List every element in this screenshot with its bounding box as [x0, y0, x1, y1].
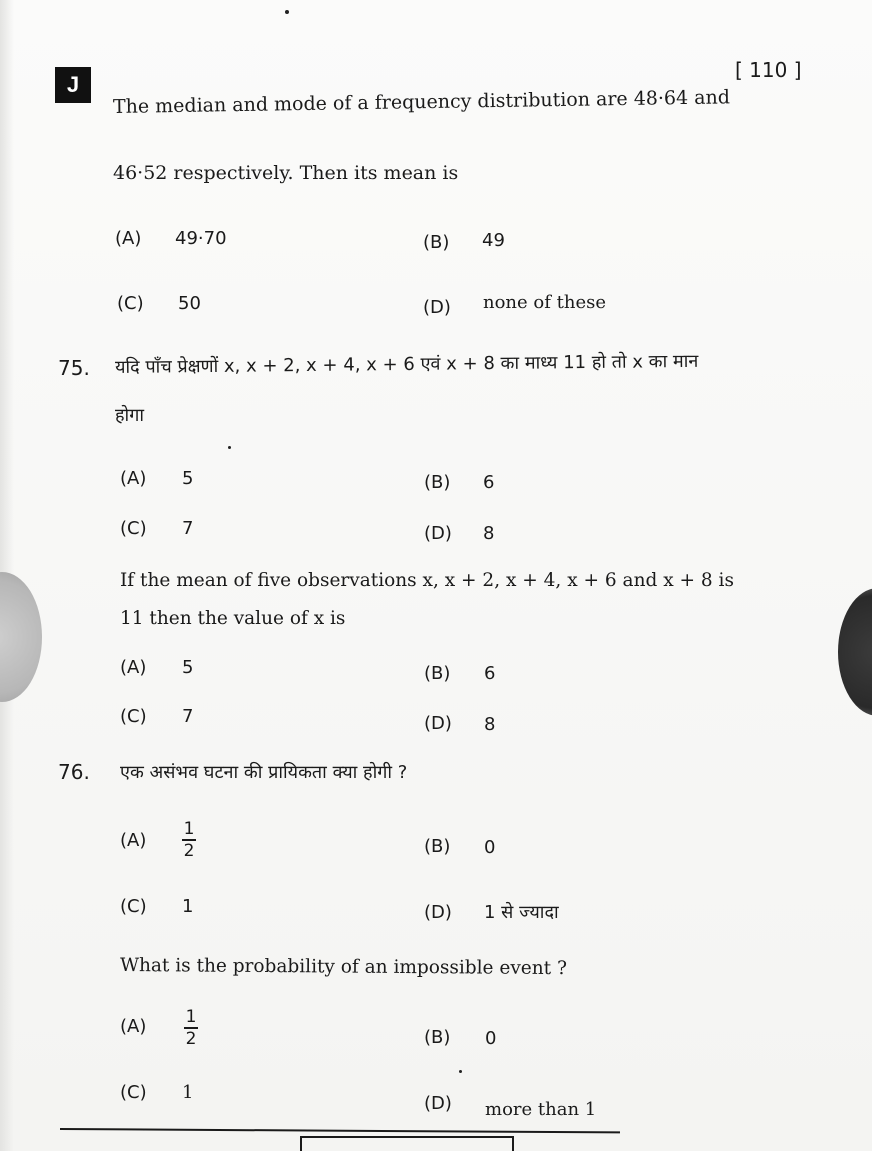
q75-hindi-option-a-value: 5	[182, 468, 194, 489]
q74-option-d-label: (D)	[423, 297, 451, 318]
q75-hindi-option-d-label: (D)	[424, 523, 452, 544]
q74-option-d-value: none of these	[483, 292, 606, 313]
fraction-denominator: 2	[183, 841, 195, 861]
q75-hindi-line1: यदि पाँच प्रेक्षणों x, x + 2, x + 4, x + 6 एवं x + 8 का माध्य 11 हो तो x का मान	[114, 350, 699, 378]
print-speck	[285, 10, 289, 14]
q76-hindi-option-c-value: 1	[182, 896, 194, 917]
q75-english-option-d-value: 8	[484, 714, 496, 735]
q75-hindi-option-b-value: 6	[483, 472, 495, 493]
q75-hindi-option-b-label: (B)	[424, 472, 451, 493]
q76-english-option-c-label: (C)	[120, 1082, 147, 1103]
q74-option-c-value: 50	[178, 293, 201, 314]
q76-hindi-option-b-label: (B)	[424, 836, 451, 857]
q76-hindi-option-c-label: (C)	[120, 896, 147, 917]
q76-english-option-b-label: (B)	[424, 1027, 451, 1048]
q75-english-option-d-label: (D)	[424, 713, 452, 734]
footer-code-box	[300, 1136, 514, 1151]
q76-english-option-d-label: (D)	[424, 1093, 452, 1114]
fraction-numerator: 1	[183, 819, 195, 839]
print-speck	[228, 446, 231, 449]
q75-english-option-b-value: 6	[484, 663, 496, 684]
q75-english-option-c-label: (C)	[120, 706, 147, 727]
q76-english-option-b-value: 0	[485, 1028, 497, 1049]
q76-english-option-c-value: 1	[182, 1082, 194, 1103]
q76-english-option-d-value: more than 1	[485, 1099, 597, 1120]
q75-hindi-option-d-value: 8	[483, 523, 495, 544]
q74-text-line2: 46·52 respectively. Then its mean is	[113, 162, 459, 184]
q76-english-option-a-fraction	[184, 1008, 198, 1048]
q76-hindi-option-d-value: 1 से ज्यादा	[484, 902, 559, 923]
q75-number: 75.	[58, 356, 90, 380]
punch-hole-right	[838, 588, 872, 716]
q75-english-option-a-label: (A)	[120, 657, 147, 678]
q76-english-option-a-label: (A)	[120, 1016, 147, 1037]
q74-option-c-label: (C)	[117, 293, 144, 314]
q76-hindi-line1: एक असंभव घटना की प्रायिकता क्या होगी ?	[120, 762, 408, 783]
q75-hindi-line2: होगा	[115, 405, 145, 426]
q74-text-line1: The median and mode of a frequency distribution are 48·64 and	[112, 86, 731, 118]
q75-hindi-option-c-value: 7	[182, 518, 194, 539]
set-code-badge: J	[55, 67, 91, 103]
q75-hindi-option-a-label: (A)	[120, 468, 147, 489]
q76-number: 76.	[58, 760, 90, 784]
q75-hindi-option-c-label: (C)	[120, 518, 147, 539]
q76-hindi-option-d-label: (D)	[424, 902, 452, 923]
q75-english-option-c-value: 7	[182, 706, 194, 727]
q76-english-line1: What is the probability of an impossible event ?	[119, 955, 567, 980]
q75-english-line1: If the mean of five observations x, x + 2, x + 4, x + 6 and x + 8 is	[120, 570, 734, 591]
fraction-denominator: 2	[185, 1029, 197, 1049]
q76-hindi-option-a-label: (A)	[120, 830, 147, 851]
q74-option-b-label: (B)	[423, 232, 450, 253]
punch-hole-left	[0, 572, 42, 702]
print-speck	[459, 1070, 462, 1073]
q74-option-b-value: 49	[482, 230, 505, 251]
footer-rule	[60, 1128, 620, 1133]
q74-option-a-label: (A)	[115, 228, 142, 249]
fraction-numerator: 1	[185, 1007, 197, 1027]
q76-hindi-option-a-fraction	[182, 820, 196, 860]
q75-english-option-b-label: (B)	[424, 663, 451, 684]
page-number: [ 110 ]	[735, 58, 802, 82]
q76-hindi-option-b-value: 0	[484, 837, 496, 858]
q75-english-option-a-value: 5	[182, 657, 194, 678]
q74-option-a-value: 49·70	[175, 228, 227, 249]
q75-english-line2: 11 then the value of x is	[120, 608, 346, 629]
